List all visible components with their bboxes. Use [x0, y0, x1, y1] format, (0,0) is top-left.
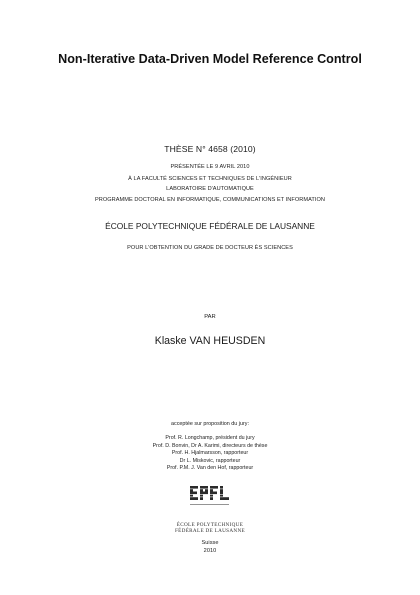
- degree-line: POUR L'OBTENTION DU GRADE DE DOCTEUR ÈS SCIENCES: [127, 245, 293, 251]
- by-label: PAR: [204, 314, 216, 320]
- logo-text-line: ÉCOLE POLYTECHNIQUE: [176, 522, 244, 528]
- doctoral-program-line: PROGRAMME DOCTORAL EN INFORMATIQUE, COMMUNICATIONS ET INFORMATION: [94, 197, 325, 203]
- author-name: Klaske VAN HEUSDEN: [154, 335, 266, 347]
- country: Suisse: [201, 540, 219, 546]
- jury-intro: acceptée sur proposition du jury:: [171, 421, 249, 427]
- logo-text-line: FÉDÉRALE DE LAUSANNE: [175, 528, 245, 534]
- jury-member: Prof. D. Bonvin, Dr A. Karimi, directeurs de thèse: [152, 442, 268, 449]
- school-name: ÉCOLE POLYTECHNIQUE FÉDÉRALE DE LAUSANNE: [105, 221, 315, 231]
- thesis-title: Non-Iterative Data-Driven Model Reference Control: [58, 52, 362, 66]
- jury-member: Prof. R. Longchamp, président du jury: [165, 435, 255, 441]
- jury-list: [0, 435, 420, 473]
- epfl-logo: [172, 484, 248, 540]
- presentation-date: PRÉSENTÉE LE 9 AVRIL 2010: [170, 164, 250, 170]
- epfl-logo-icon: [189, 484, 231, 512]
- thesis-number: THÈSE N° 4658 (2010): [164, 144, 256, 154]
- year: 2010: [203, 548, 217, 554]
- jury-member: Dr L. Miskovic, rapporteur: [179, 457, 241, 464]
- faculty-line: À LA FACULTÉ SCIENCES ET TECHNIQUES DE L'INGÉNIEUR: [128, 176, 292, 182]
- jury-member: Prof. H. Hjalmarsson, rapporteur: [171, 450, 249, 457]
- jury-member: Prof. P.M. J. Van den Hof, rapporteur: [166, 465, 254, 472]
- laboratory-line: LABORATOIRE D'AUTOMATIQUE: [166, 186, 254, 192]
